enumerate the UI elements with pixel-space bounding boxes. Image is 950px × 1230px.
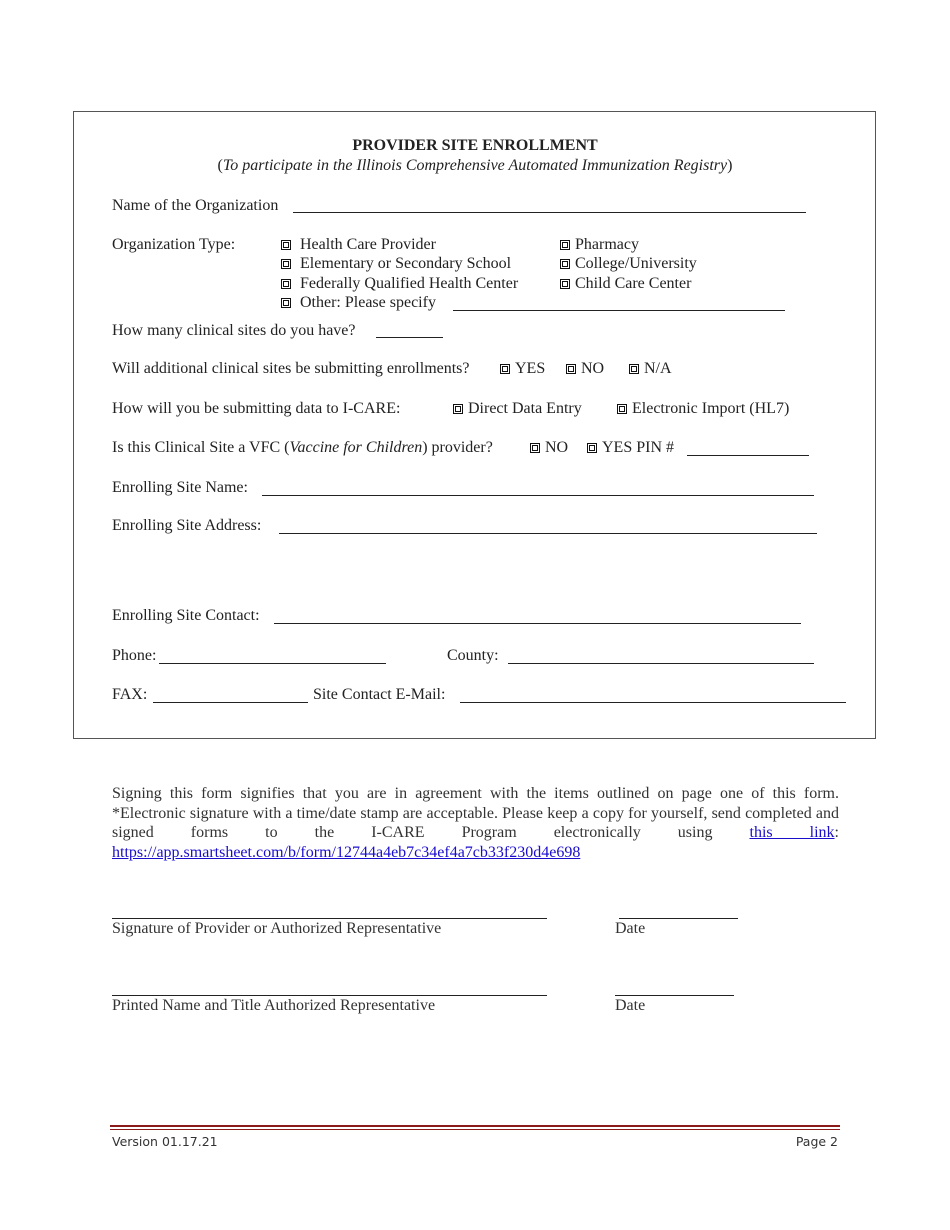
site-name-label: Enrolling Site Name: <box>112 479 248 496</box>
additional-sites-label: Will additional clinical sites be submitting enrollments? <box>112 360 470 377</box>
printed-name-field[interactable] <box>112 995 547 996</box>
footer-rule-thin <box>110 1129 840 1130</box>
other-specify-field[interactable] <box>453 310 785 311</box>
org-name-label: Name of the Organization <box>112 197 279 214</box>
org-type-health-care-provider: Health Care Provider <box>281 236 436 254</box>
site-contact-label: Enrolling Site Contact: <box>112 607 260 624</box>
checkbox-vfc-yes[interactable] <box>587 443 597 453</box>
form-title: PROVIDER SITE ENROLLMENT <box>352 137 598 154</box>
checkbox-pharmacy[interactable] <box>560 240 570 250</box>
printed-name-label: Printed Name and Title Authorized Representative <box>112 997 436 1014</box>
signature-date-label: Date <box>615 920 646 937</box>
checkbox-health-care-provider[interactable] <box>281 240 291 250</box>
vfc-label: Is this Clinical Site a VFC (Vaccine for Children) provider? <box>112 439 493 456</box>
submit-data-label: How will you be submitting data to I-CARE: <box>112 400 401 417</box>
checkbox-additional-na[interactable] <box>629 364 639 374</box>
footer-version: Version 01.17.21 <box>112 1134 218 1149</box>
additional-sites-na: N/A <box>629 360 672 378</box>
checkbox-vfc-no[interactable] <box>530 443 540 453</box>
footer-page-number: Page 2 <box>795 1134 838 1149</box>
fax-field[interactable] <box>153 702 308 703</box>
email-label: Site Contact E-Mail: <box>313 686 446 703</box>
signing-notice: Signing this form signifies that you are in agreement with the items outlined on page one of this form. *Electronic signature with a time/date stamp are acceptable. Please keep a copy for yourself, send completed and signed forms to the I-CARE Program electronically using this link: https://app.smartsheet.com/b/form/12744a4eb7c34ef4a7cb33f230d4e698 <box>112 785 839 861</box>
checkbox-elementary-school[interactable] <box>281 259 291 269</box>
checkbox-fqhc[interactable] <box>281 279 291 289</box>
fax-label: FAX: <box>112 686 148 703</box>
vfc-no: NO <box>530 439 568 457</box>
county-label: County: <box>447 647 499 664</box>
checkbox-child-care[interactable] <box>560 279 570 289</box>
checkbox-direct-entry[interactable] <box>453 404 463 414</box>
vfc-pin-field[interactable] <box>687 455 809 456</box>
site-name-field[interactable] <box>262 495 814 496</box>
org-type-pharmacy: Pharmacy <box>560 236 639 254</box>
site-address-label: Enrolling Site Address: <box>112 517 262 534</box>
printed-date-field[interactable] <box>615 995 734 996</box>
org-type-fqhc: Federally Qualified Health Center <box>281 275 518 293</box>
email-field[interactable] <box>460 702 846 703</box>
checkbox-college[interactable] <box>560 259 570 269</box>
site-address-field[interactable] <box>279 533 817 534</box>
form-subtitle: (To participate in the Illinois Comprehensive Automated Immunization Registry) <box>217 157 733 174</box>
clinical-sites-field[interactable] <box>376 337 443 338</box>
additional-sites-no: NO <box>566 360 604 378</box>
submit-direct-entry: Direct Data Entry <box>453 400 582 418</box>
signature-label: Signature of Provider or Authorized Representative <box>112 920 442 937</box>
smartsheet-url-link[interactable]: https://app.smartsheet.com/b/form/12744a4eb7c34ef4a7cb33f230d4e698 <box>112 843 581 861</box>
checkbox-additional-yes[interactable] <box>500 364 510 374</box>
org-type-label: Organization Type: <box>112 236 236 253</box>
checkbox-other[interactable] <box>281 298 291 308</box>
printed-date-label: Date <box>615 997 646 1014</box>
this-link[interactable]: this link <box>749 824 835 841</box>
org-type-child-care: Child Care Center <box>560 275 691 293</box>
site-contact-field[interactable] <box>274 623 801 624</box>
checkbox-additional-no[interactable] <box>566 364 576 374</box>
submit-electronic-import: Electronic Import (HL7) <box>617 400 789 418</box>
org-type-other: Other: Please specify <box>281 294 436 312</box>
checkbox-electronic-import[interactable] <box>617 404 627 414</box>
org-type-elementary-school: Elementary or Secondary School <box>281 255 511 273</box>
phone-label: Phone: <box>112 647 157 664</box>
clinical-sites-label: How many clinical sites do you have? <box>112 322 356 339</box>
org-name-field[interactable] <box>293 212 806 213</box>
county-field[interactable] <box>508 663 814 664</box>
additional-sites-yes: YES <box>500 360 545 378</box>
phone-field[interactable] <box>159 663 386 664</box>
footer-rule <box>110 1125 840 1127</box>
signature-field[interactable] <box>112 918 547 919</box>
signature-date-field[interactable] <box>619 918 738 919</box>
vfc-yes-pin: YES PIN # <box>587 439 674 457</box>
org-type-college: College/University <box>560 255 697 273</box>
